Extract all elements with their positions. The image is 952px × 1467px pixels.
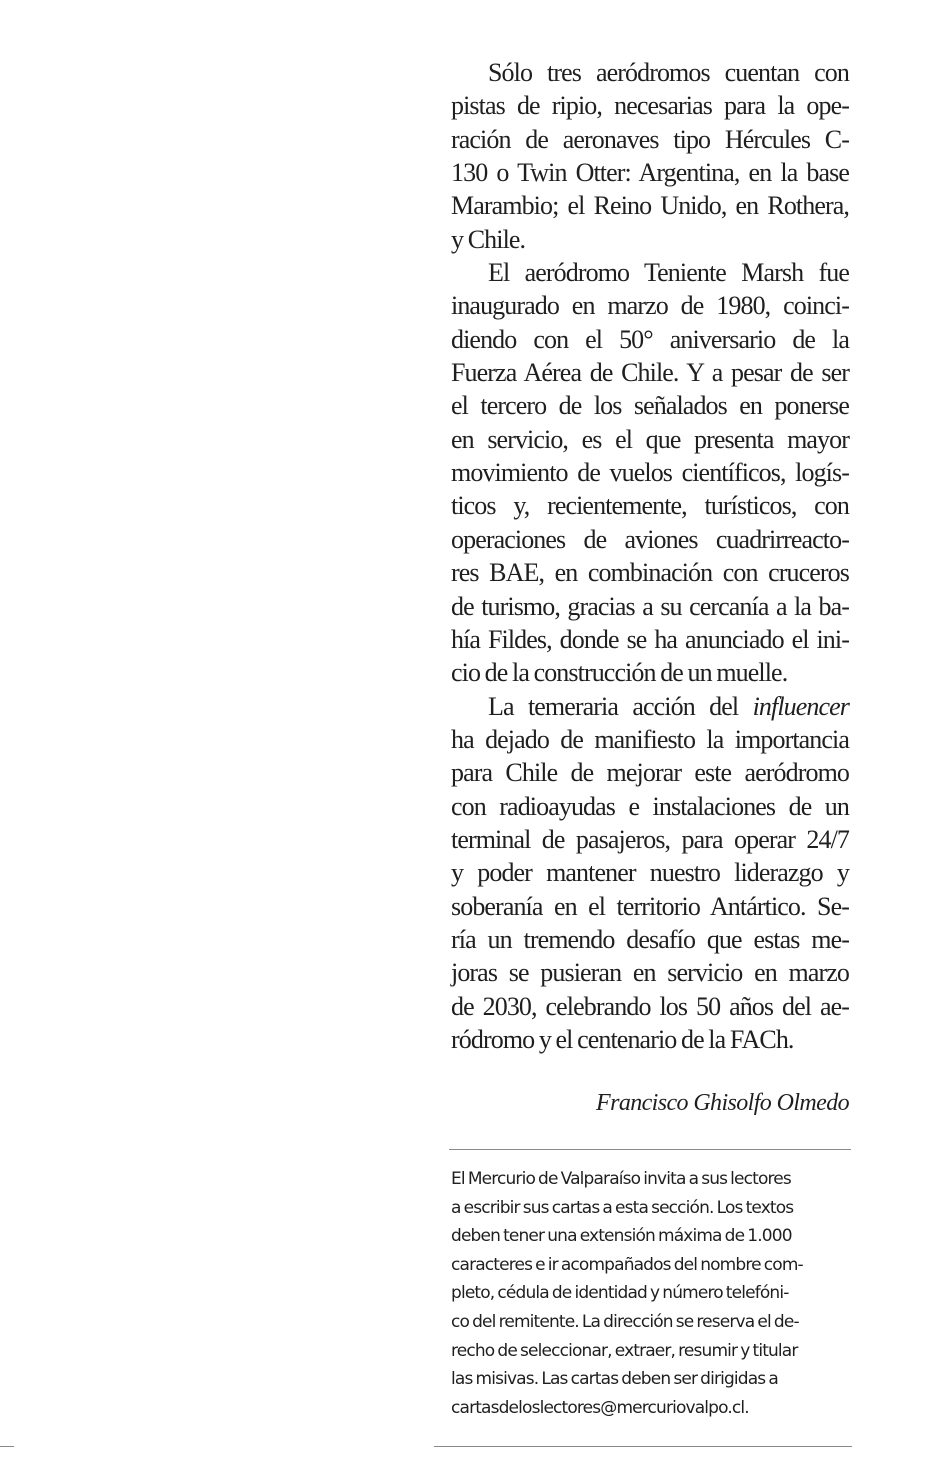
text-line: diendo con el 50° aniversario de la xyxy=(451,324,849,354)
text-line: con radioayudas e instalaciones de un xyxy=(451,791,849,821)
text-line: ración de aeronaves tipo Hércules C- xyxy=(451,124,849,154)
text-line: Fuerza Aérea de Chile. Y a pesar de ser xyxy=(451,358,849,388)
author-signature: Francisco Ghisolfo Olmedo xyxy=(596,1090,849,1116)
submission-notice xyxy=(451,1165,849,1422)
text-line: soberanía en el territorio Antártico. Se- xyxy=(451,891,849,921)
text-line: de turismo, gracias a su cercanía a la ba- xyxy=(451,591,849,621)
paragraph-1 xyxy=(451,56,849,256)
text-line: ródromo y el centenario de la FACh. xyxy=(451,1024,794,1054)
text-line: Sólo tres aeródromos cuentan con xyxy=(488,58,849,87)
text-line: el tercero de los señalados en ponerse xyxy=(451,391,849,421)
text-line: para Chile de mejorar este aeródromo xyxy=(451,758,849,788)
text-line: Marambio; el Reino Unido, en Rothera, xyxy=(451,191,849,221)
text-line: inaugurado en marzo de 1980, coinci- xyxy=(451,291,849,321)
text-line: ticos y, recientemente, turísticos, con xyxy=(451,491,849,521)
text-line: hía Fildes, donde se ha anunciado el ini- xyxy=(451,624,849,654)
text-line: movimiento de vuelos científicos, logís- xyxy=(451,458,849,488)
text-line: y Chile. xyxy=(451,224,526,254)
text-line: 130 o Twin Otter: Argentina, en la base xyxy=(451,158,849,188)
notice-line: las misivas. Las cartas deben ser dirigidas a xyxy=(451,1369,778,1390)
text-line: terminal de pasajeros, para operar 24/7 xyxy=(451,824,849,854)
paragraph-3 xyxy=(451,690,849,1057)
text-line: ha dejado de manifiesto la importancia xyxy=(451,724,849,754)
notice-line: deben tener una extensión máxima de 1.000 xyxy=(451,1226,792,1247)
letter-body xyxy=(451,56,849,1056)
text-line: operaciones de aviones cuadrirreacto- xyxy=(451,524,849,554)
text-line: de 2030, celebrando los 50 años del ae- xyxy=(451,991,849,1021)
notice-line: co del remitente. La dirección se reserva el de- xyxy=(451,1311,799,1332)
notice-line: a escribir sus cartas a esta sección. Los textos xyxy=(451,1197,794,1218)
text-line: cio de la construcción de un muelle. xyxy=(451,658,788,688)
text-line: en servicio, es el que presenta mayor xyxy=(451,424,849,454)
text-line: joras se pusieran en servicio en marzo xyxy=(451,958,849,988)
text-line: pistas de ripio, necesarias para la ope- xyxy=(451,91,849,121)
text-line xyxy=(451,690,849,723)
divider xyxy=(434,1446,852,1447)
notice-line: caracteres e ir acompañados del nombre com- xyxy=(451,1254,803,1275)
paragraph-2 xyxy=(451,256,849,689)
notice-line: recho de seleccionar, extraer, resumir y titular xyxy=(451,1340,798,1361)
notice-email[interactable]: cartasdeloslectores@mercuriovalpo.cl. xyxy=(451,1397,749,1418)
text-line: El aeródromo Teniente Marsh fue xyxy=(488,258,849,288)
divider xyxy=(449,1149,851,1150)
notice-line: El Mercurio de Valparaíso invita a sus lectores xyxy=(451,1169,791,1189)
italic-term: influencer xyxy=(752,691,849,721)
text-line: y poder mantener nuestro liderazgo y xyxy=(451,858,849,888)
text-line: ría un tremendo desafío que estas me- xyxy=(451,924,849,954)
text-line: res BAE, en combinación con cruceros xyxy=(451,558,849,588)
text-run: La temeraria acción del xyxy=(488,691,753,721)
divider xyxy=(0,1446,14,1447)
notice-line: pleto, cédula de identidad y número telefóni- xyxy=(451,1283,789,1304)
